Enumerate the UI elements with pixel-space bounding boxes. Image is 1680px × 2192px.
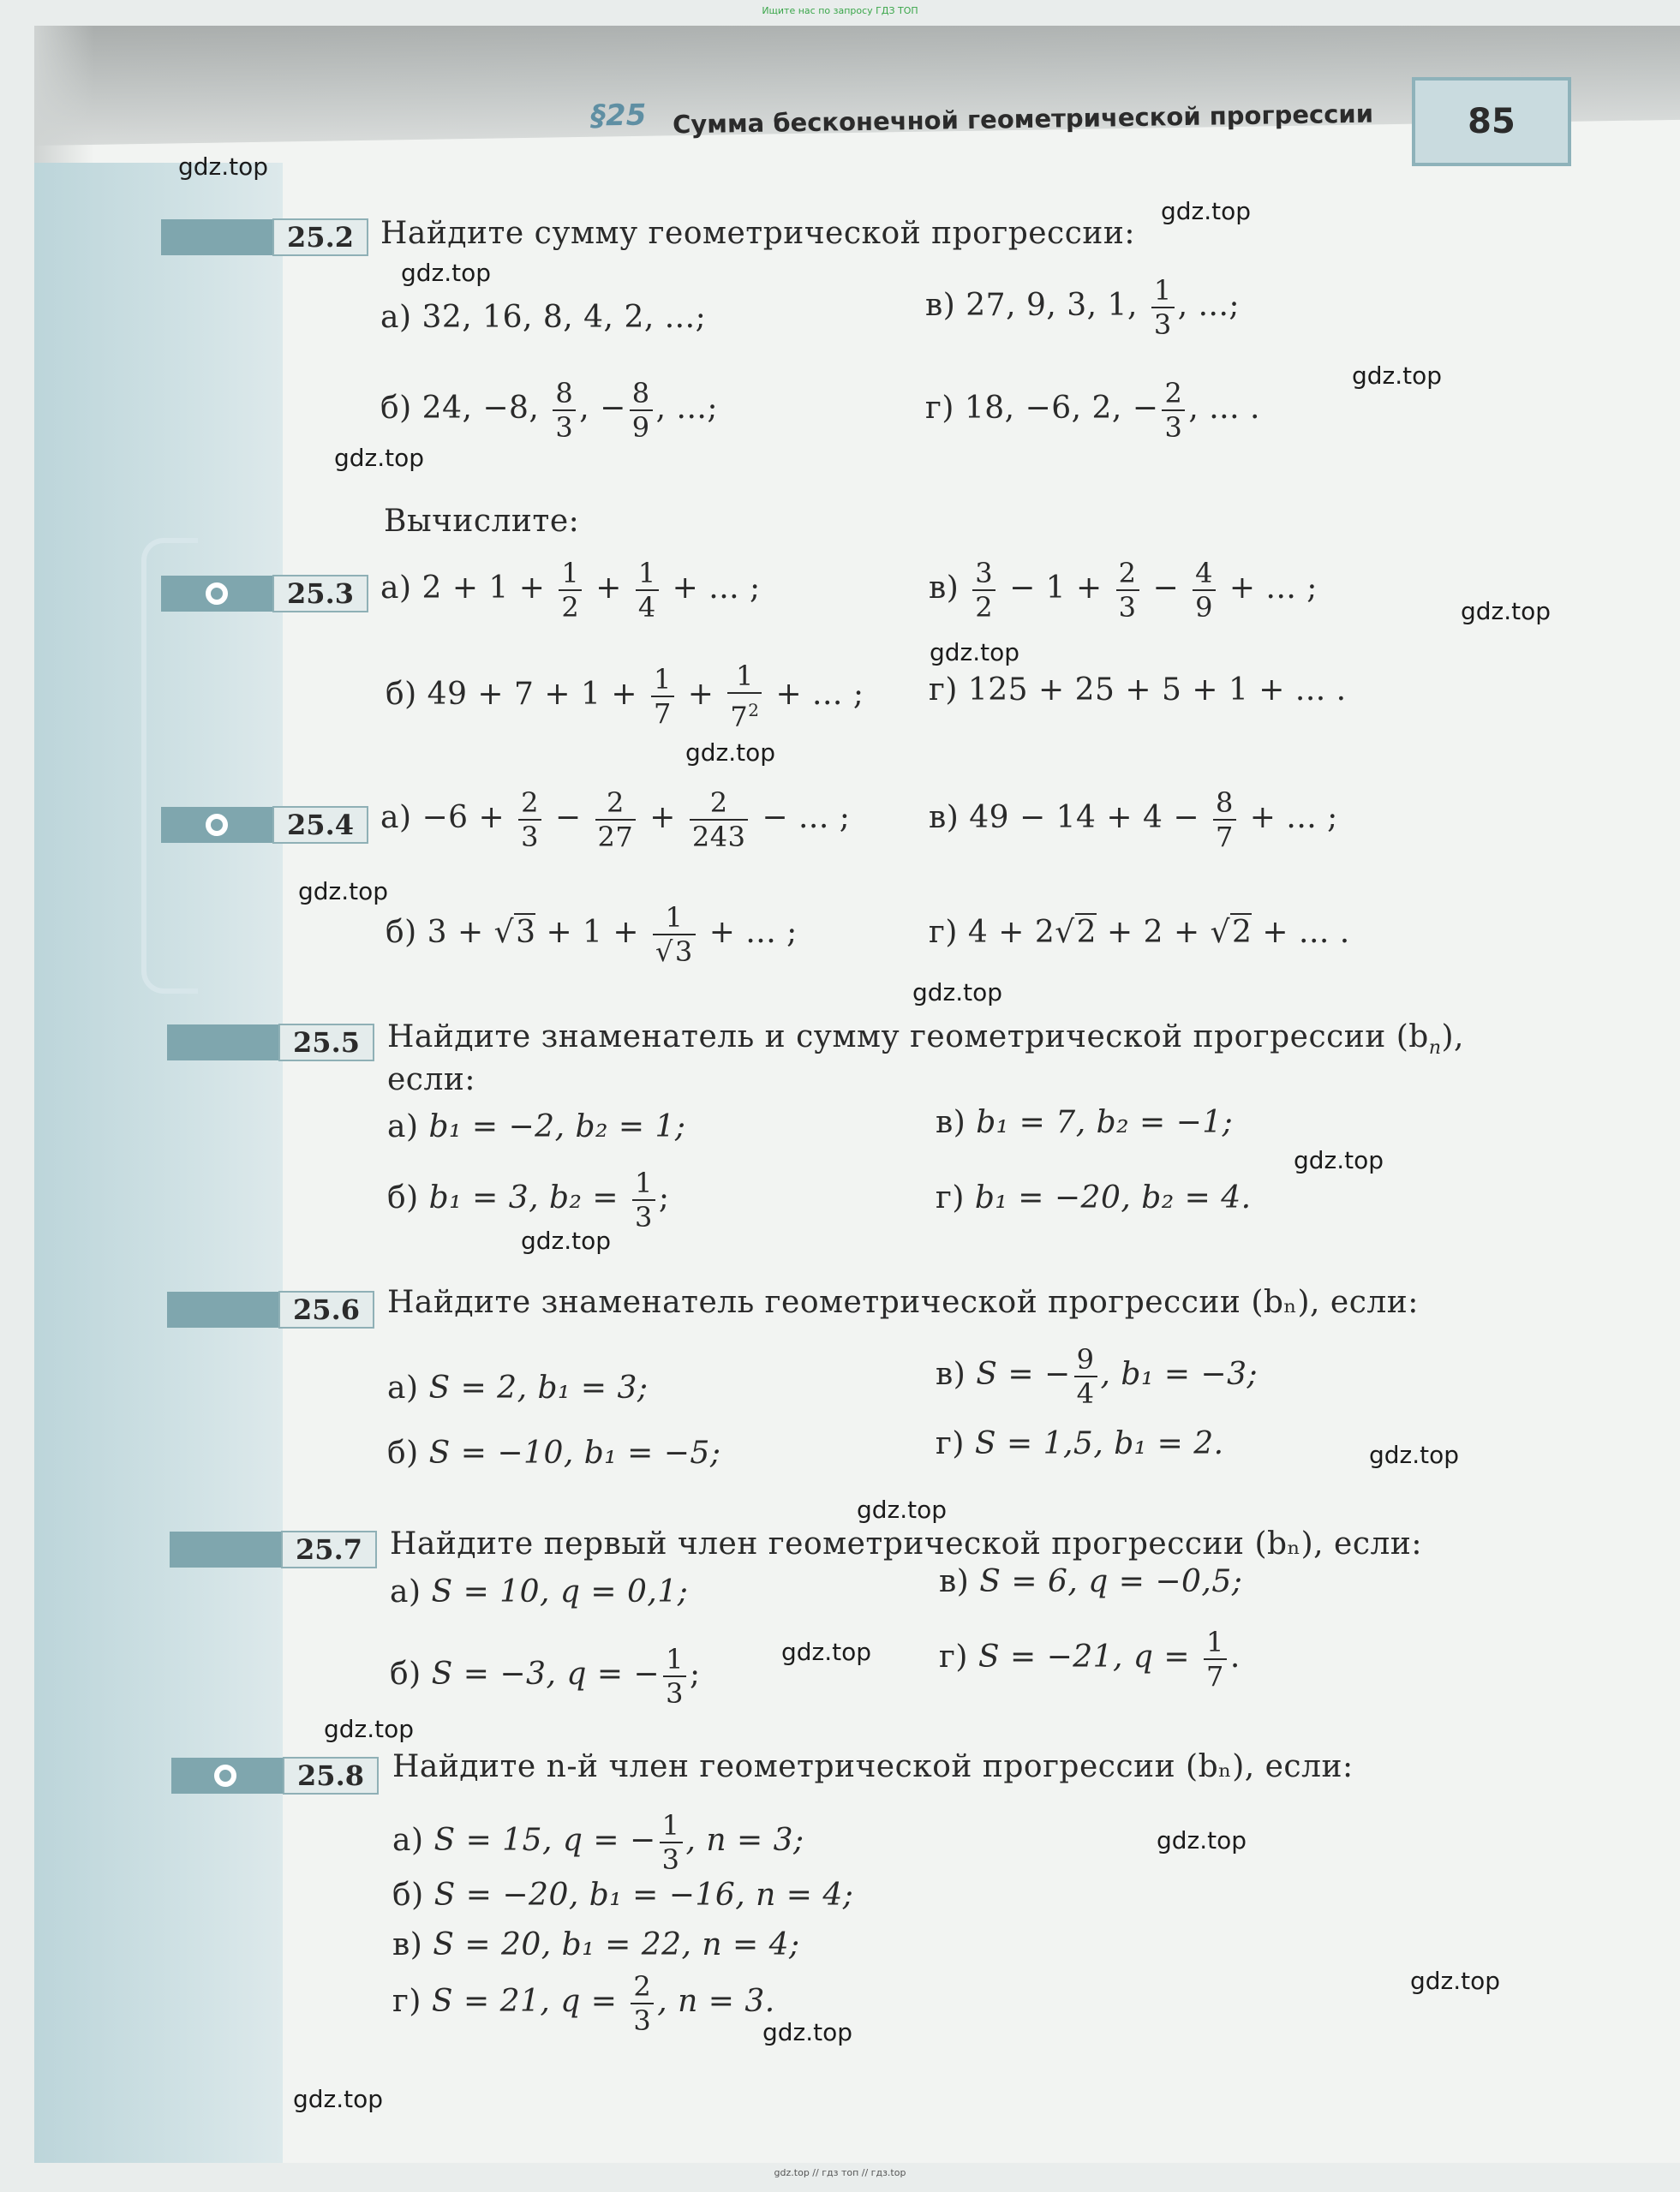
exercise-number: 25.6 <box>278 1291 374 1329</box>
item-a: а) b₁ = −2, b₂ = 1; <box>387 1109 686 1144</box>
watermark: gdz.top <box>781 1638 872 1666</box>
item-b: б) b₁ = 3, b₂ = $\frac{1}{3}$ ; <box>387 1167 670 1233</box>
exercise-bar <box>161 219 272 255</box>
item-g: г) b₁ = −20, b₂ = 4. <box>936 1180 1252 1215</box>
watermark: gdz.top <box>685 738 776 767</box>
exercise-prompt: Найдите сумму геометрической прогрессии: <box>380 216 1135 251</box>
exercise-bar <box>170 1532 281 1568</box>
watermark: gdz.top <box>324 1715 415 1743</box>
item-a: а) −6 + $\frac{2}{3}$ − $\frac{2}{27}$ + $\frac{2}{243}$ − ... ; <box>380 786 851 853</box>
exercise-prompt: Найдите n-й член геометрической прогрессии (bₙ), если: <box>392 1749 1354 1784</box>
exercise-number: 25.8 <box>283 1757 379 1795</box>
left-margin-strip <box>34 163 283 2163</box>
item-b: б) S = −10, b₁ = −5; <box>387 1436 721 1471</box>
item-v: в) S = − $\frac{9}{4}$ , b₁ = −3; <box>936 1343 1259 1410</box>
watermark: gdz.top <box>1161 197 1252 225</box>
item-v: в) 27, 9, 3, 1, $\frac{1}{3}$ , ...; <box>925 274 1241 341</box>
circle-marker-icon <box>206 814 228 836</box>
item-g: г) S = 1,5, b₁ = 2. <box>936 1426 1224 1461</box>
exercise-number: 25.2 <box>272 218 368 256</box>
item-v: в) $\frac{3}{2}$ − 1 + $\frac{2}{3}$ − $\frac{4}{9}$ + ... ; <box>929 557 1318 624</box>
exercise-number: 25.4 <box>272 806 368 844</box>
item-v: в) S = 20, b₁ = 22, n = 4; <box>392 1927 800 1962</box>
watermark: gdz.top <box>401 259 492 287</box>
watermark: gdz.top <box>912 978 1003 1006</box>
item-b: б) S = −20, b₁ = −16, n = 4; <box>392 1878 854 1913</box>
watermark: gdz.top <box>1352 361 1443 390</box>
exercise-bar <box>167 1024 278 1060</box>
watermark: gdz.top <box>1157 1826 1247 1855</box>
section-mark: §25 <box>590 98 647 134</box>
exercise-number: 25.3 <box>272 575 368 612</box>
exercise-prompt: Найдите знаменатель геометрической прогрессии (bₙ), если: <box>387 1285 1419 1320</box>
watermark: gdz.top <box>1461 597 1551 625</box>
item-b: б) 49 + 7 + 1 + $\frac{1}{7}$ + $\frac{1}{7^2}$ + ... ; <box>386 660 864 733</box>
watermark: gdz.top <box>857 1496 948 1524</box>
section-title: Сумма бесконечной геометрической прогрессии <box>672 99 1374 140</box>
watermark: gdz.top <box>762 2018 853 2046</box>
item-b: б) S = −3, q = − $\frac{1}{3}$ ; <box>390 1643 701 1710</box>
exercise-prompt-cont: если: <box>387 1062 475 1097</box>
item-g: г) 18, −6, 2, − $\frac{2}{3}$ , ... . <box>925 377 1260 444</box>
watermark: gdz.top <box>293 2085 384 2113</box>
item-a: а) S = 10, q = 0,1; <box>390 1574 689 1610</box>
item-v: в) 49 − 14 + 4 − $\frac{8}{7}$ + ... ; <box>929 786 1338 853</box>
item-b: б) 24, −8, $\frac{8}{3}$ , − $\frac{8}{9}$ , ...; <box>380 377 718 444</box>
item-a: а) S = 2, b₁ = 3; <box>387 1371 649 1406</box>
watermark: gdz.top <box>521 1227 612 1255</box>
item-a: а) 32, 16, 8, 4, 2, ...; <box>380 300 707 335</box>
item-b: б) 3 + √3 + 1 + $\frac{1}{√3}$ + ... ; <box>386 901 798 968</box>
watermark: gdz.top <box>298 877 389 905</box>
item-v: в) S = 6, q = −0,5; <box>939 1564 1243 1599</box>
compute-label: Вычислите: <box>384 504 580 539</box>
watermark: gdz.top <box>930 638 1020 666</box>
watermark: gdz.top <box>1369 1441 1460 1469</box>
item-v: в) b₁ = 7, b₂ = −1; <box>936 1105 1234 1140</box>
textbook-page <box>34 26 1680 2163</box>
bottom-note: gdz.top // гдз топ // гдз.top <box>774 2167 906 2178</box>
top-note: Ищите нас по запросу ГДЗ ТОП <box>762 5 918 16</box>
exercise-number: 25.5 <box>278 1024 374 1061</box>
exercise-prompt: Найдите первый член геометрической прогрессии (bₙ), если: <box>390 1526 1423 1562</box>
item-g: г) S = 21, q = $\frac{2}{3}$ , n = 3. <box>392 1970 775 2037</box>
watermark: gdz.top <box>178 152 269 181</box>
circle-marker-icon <box>214 1765 236 1787</box>
item-a: а) 2 + 1 + $\frac{1}{2}$ + $\frac{1}{4}$ + ... ; <box>380 557 761 624</box>
exercise-number: 25.7 <box>281 1531 377 1568</box>
watermark: gdz.top <box>334 444 425 472</box>
item-a: а) S = 15, q = − $\frac{1}{3}$ , n = 3; <box>392 1809 804 1876</box>
circle-marker-icon <box>206 582 228 605</box>
page-number: 85 <box>1412 77 1571 166</box>
item-g: г) 125 + 25 + 5 + 1 + ... . <box>929 672 1347 708</box>
watermark: gdz.top <box>1410 1967 1501 1995</box>
watermark: gdz.top <box>1294 1146 1384 1174</box>
exercise-prompt: Найдите знаменатель и сумму геометрической прогрессии $(b_n)$, <box>387 1019 1464 1060</box>
item-g: г) S = −21, q = $\frac{1}{7}$ . <box>939 1626 1241 1693</box>
item-g: г) 4 + 2√2 + 2 + √2 + ... . <box>929 915 1350 950</box>
exercise-bar <box>167 1292 278 1328</box>
